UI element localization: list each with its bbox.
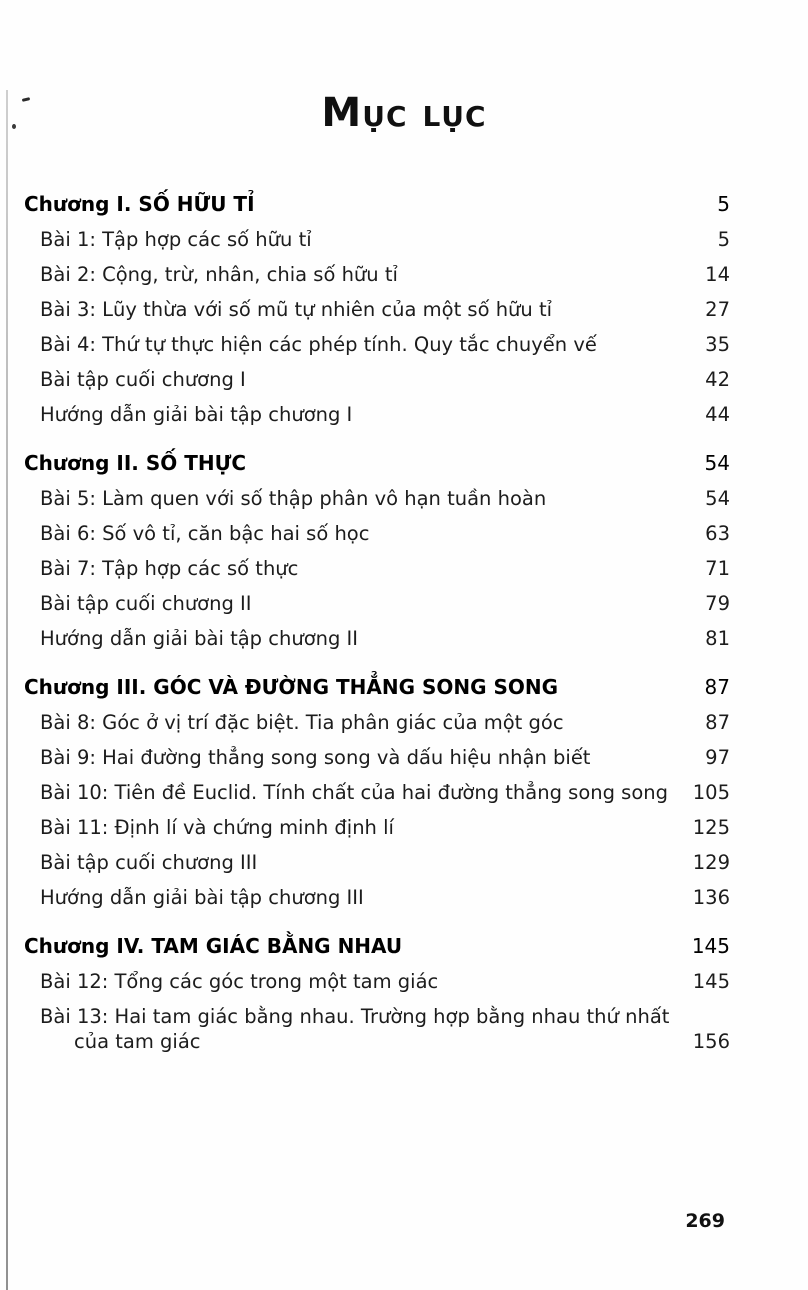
toc-row	[24, 521, 730, 546]
chapter-row	[24, 934, 730, 959]
page-number: 269	[685, 1210, 725, 1232]
chapter-page: 54	[704, 451, 730, 475]
toc-row	[24, 367, 730, 392]
chapter-row	[24, 675, 730, 700]
toc-item-page: 129	[692, 851, 730, 874]
toc-item-title: Bài 12: Tổng các góc trong một tam giác	[40, 970, 439, 993]
toc-item-page: 79	[705, 592, 730, 615]
toc-item-page: 44	[705, 403, 730, 426]
toc-row	[24, 780, 730, 805]
toc-row	[24, 591, 730, 616]
toc-item-page: 156	[692, 1030, 730, 1053]
toc-item-title: Bài 7: Tập hợp các số thực	[40, 557, 299, 580]
toc-item-title: Bài 3: Lũy thừa với số mũ tự nhiên của một số hữu tỉ	[40, 298, 553, 321]
toc-row	[24, 710, 730, 735]
toc-row	[24, 969, 730, 994]
toc-item-page: 27	[705, 298, 730, 321]
toc-item-title: Hướng dẫn giải bài tập chương II	[40, 627, 359, 650]
toc-item-title: Bài 13: Hai tam giác bằng nhau. Trường hợp bằng nhau thứ nhất của tam giác	[40, 1005, 670, 1053]
toc-item-page: 136	[692, 886, 730, 909]
chapter-page: 145	[691, 934, 730, 958]
toc-row	[24, 402, 730, 427]
chapter-title: Chương II. SỐ THỰC	[24, 451, 246, 475]
toc-item-title: Bài tập cuối chương II	[40, 592, 252, 615]
toc-item-page: 81	[705, 627, 730, 650]
toc-section	[24, 451, 730, 651]
toc-row	[24, 486, 730, 511]
toc-item-page: 97	[705, 746, 730, 769]
toc-item-page: 125	[692, 816, 730, 839]
toc-item-page: 71	[705, 557, 730, 580]
toc-item-title: Bài tập cuối chương I	[40, 368, 246, 391]
toc-row	[24, 885, 730, 910]
toc-row	[24, 626, 730, 651]
toc-row	[24, 1004, 730, 1054]
toc-row	[24, 745, 730, 770]
toc-item-page: 54	[705, 487, 730, 510]
toc-item-page: 87	[705, 711, 730, 734]
toc-row	[24, 297, 730, 322]
chapter-page: 5	[717, 192, 730, 216]
toc-row	[24, 262, 730, 287]
toc-item-page: 145	[692, 970, 730, 993]
toc-item-page: 105	[692, 781, 730, 804]
scan-speck	[12, 124, 16, 129]
toc-item-title: Hướng dẫn giải bài tập chương I	[40, 403, 353, 426]
toc-section	[24, 675, 730, 910]
toc-item-title: Bài 1: Tập hợp các số hữu tỉ	[40, 228, 312, 251]
toc-section	[24, 934, 730, 1054]
chapter-title: Chương I. SỐ HỮU TỈ	[24, 192, 255, 216]
toc-item-page: 14	[705, 263, 730, 286]
toc-row	[24, 815, 730, 840]
page-title: Mục lục	[321, 90, 487, 136]
table-of-contents	[24, 192, 730, 1054]
toc-section	[24, 192, 730, 427]
scan-edge-line	[6, 90, 8, 1290]
toc-row	[24, 227, 730, 252]
chapter-row	[24, 192, 730, 217]
toc-item-title: Bài 11: Định lí và chứng minh định lí	[40, 816, 394, 839]
toc-item-title: Bài 10: Tiên đề Euclid. Tính chất của hai đường thẳng song song	[40, 781, 669, 804]
toc-item-page: 5	[717, 228, 730, 251]
chapter-row	[24, 451, 730, 476]
chapter-title: Chương IV. TAM GIÁC BẰNG NHAU	[24, 934, 403, 958]
toc-item-title: Bài 2: Cộng, trừ, nhân, chia số hữu tỉ	[40, 263, 398, 286]
toc-row	[24, 332, 730, 357]
toc-item-title: Bài 4: Thứ tự thực hiện các phép tính. Quy tắc chuyển vế	[40, 333, 597, 356]
toc-item-title: Hướng dẫn giải bài tập chương III	[40, 886, 364, 909]
toc-item-title: Bài 8: Góc ở vị trí đặc biệt. Tia phân giác của một góc	[40, 711, 564, 734]
toc-item-page: 35	[705, 333, 730, 356]
chapter-page: 87	[704, 675, 730, 699]
toc-row	[24, 556, 730, 581]
chapter-title: Chương III. GÓC VÀ ĐƯỜNG THẲNG SONG SONG	[24, 675, 559, 699]
toc-item-title: Bài tập cuối chương III	[40, 851, 258, 874]
toc-item-page: 42	[705, 368, 730, 391]
toc-item-page: 63	[705, 522, 730, 545]
toc-row	[24, 850, 730, 875]
toc-item-title: Bài 5: Làm quen với số thập phân vô hạn tuần hoàn	[40, 487, 547, 510]
toc-item-title: Bài 6: Số vô tỉ, căn bậc hai số học	[40, 522, 370, 545]
toc-item-title: Bài 9: Hai đường thẳng song song và dấu hiệu nhận biết	[40, 746, 591, 769]
